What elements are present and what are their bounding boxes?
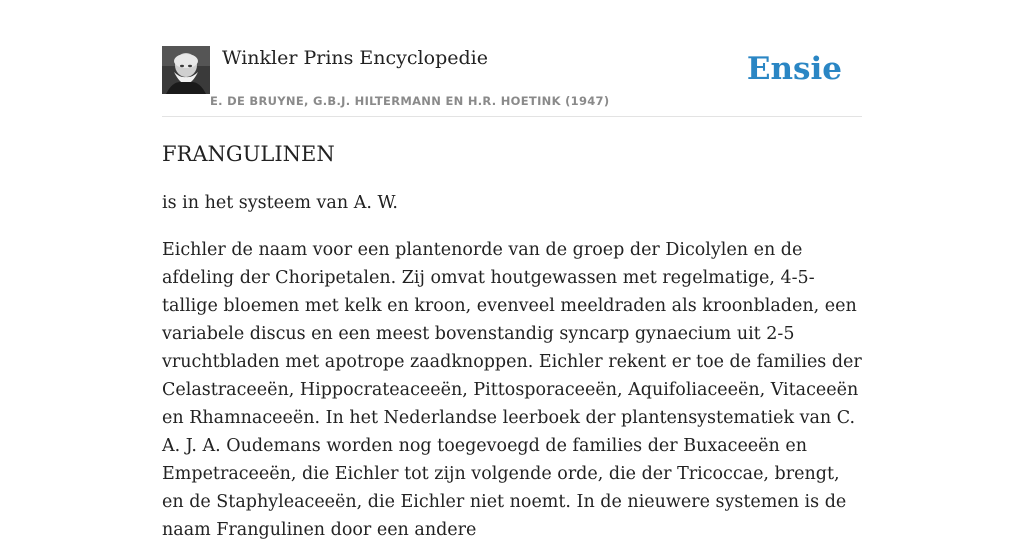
site-title[interactable]: Winkler Prins Encyclopedie [222,47,488,69]
article-body: Eichler de naam voor een plantenorde van de groep der Dicolylen en de afdeling der Choripetalen. Zij omvat houtgewassen met regelmatige, 4-5-tallige bloemen met kelk en kroon, evenveel meeldraden als kroonbladen, een variabele discus en een meest bovenstandig syncarp gynaecium uit 2-5 vruchtbladen met apotrope zaadknoppen. Eichler rekent er toe de families der Celastraceeën, Hippocrateaceeën, Pittosporaceeën, Aquifoliaceeën, Vitaceeën en Rhamnaceeën. In het Nederlandse leerboek der plantensystematiek van C. A. J. A. Oudemans worden nog toegevoegd de families der Buxaceeën en Empetraceeën, die Eichler tot zijn volgende orde, die der Tricoccae, brengt, en de Staphyleaceeën, die Eichler niet noemt. In de nieuwere systemen is de naam Frangulinen door een andere [162,240,862,540]
site-header [162,46,862,117]
article [162,138,862,544]
article-title: FRANGULINEN [162,142,335,166]
article-lead: is in het systeem van A. W. [162,193,398,213]
authors-byline: E. DE BRUYNE, G.B.J. HILTERMANN EN H.R. HOETINK (1947) [210,94,610,108]
author-avatar[interactable] [162,46,210,94]
brand-logo[interactable]: Ensie [746,51,842,87]
portrait-image [162,46,210,94]
